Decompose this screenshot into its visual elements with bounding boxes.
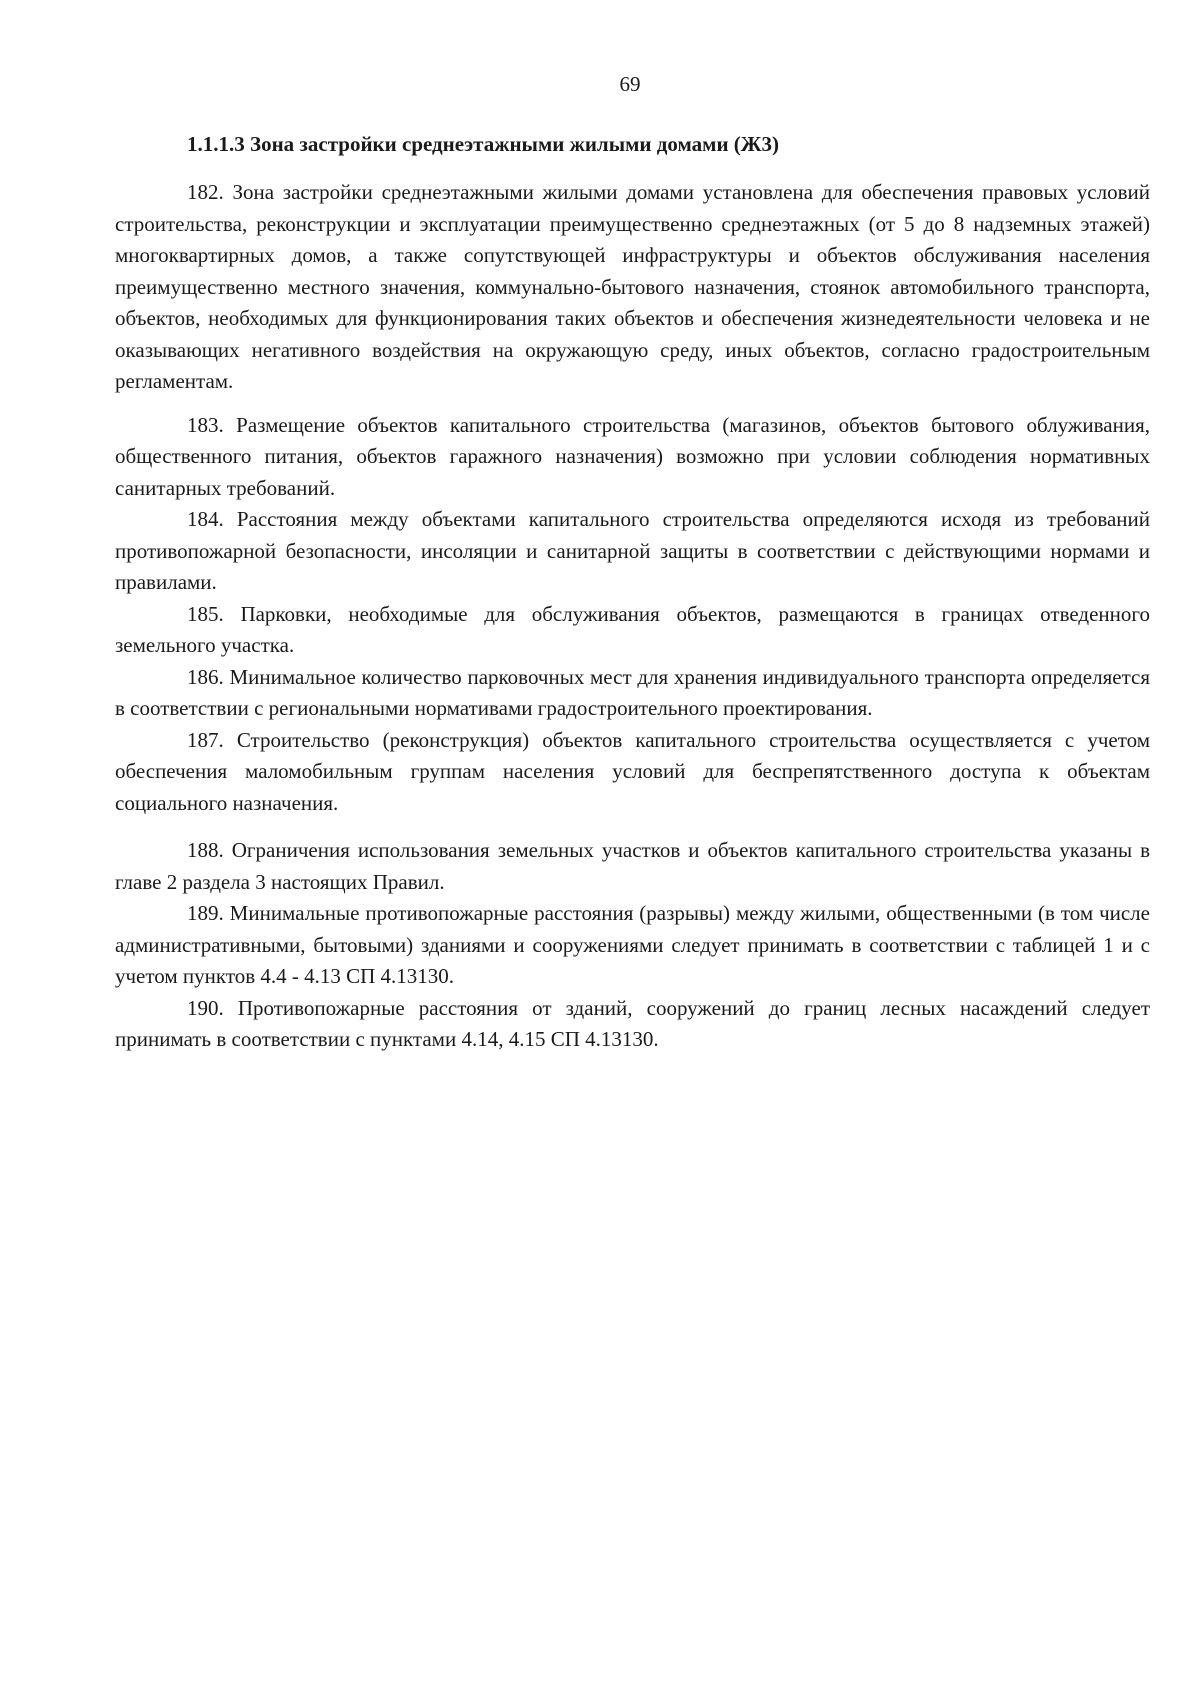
- paragraph-187: 187. Строительство (реконструкция) объектов капитального строительства осуществляется с учетом обеспечения маломобильным группам населения условий для беспрепятственного доступа к объектам социального назначения.: [115, 727, 1150, 815]
- paragraph-188: 188. Ограничения использования земельных участков и объектов капитального строительства указаны в главе 2 раздела 3 настоящих Правил.: [115, 838, 1150, 894]
- paragraph-189: 189. Минимальные противопожарные расстояния (разрывы) между жилыми, общественными (в том числе административными, бытовыми) зданиями и сооружениями следует принимать в соответствии с таблицей 1 и с учетом пунктов 4.4 - 4.13 СП 4.13130.: [115, 901, 1150, 988]
- document-body: [115, 128, 1150, 1056]
- paragraph-182: 182. Зона застройки среднеэтажными жилыми домами установлена для обеспечения правовых условий строительства, реконструкции и эксплуатации преимущественно среднеэтажных (от 5 до 8 надземных этажей) многоквартирных домов, а также сопутствующей инфраструктуры и объектов обслуживания населения преимущественно местного значения, коммунально-бытового назначения, стоянок автомобильного транспорта, объектов, необходимых для функционирования таких объектов и обеспечения жизнедеятельности человека и не оказывающих негативного воздействия на окружающую среду, иных объектов, согласно градостроительным регламентам.: [115, 180, 1150, 393]
- section-title: 1.1.1.3 Зона застройки среднеэтажными жилыми домами (Ж3): [187, 132, 780, 156]
- page-number: 69: [619, 72, 641, 96]
- paragraph-185: 185. Парковки, необходимые для обслуживания объектов, размещаются в границах отведенного земельного участка.: [115, 601, 1150, 657]
- paragraph-184: 184. Расстояния между объектами капитального строительства определяются исходя из требований противопожарной безопасности, инсоляции и санитарной защиты в соответствии с действующими нормами и правилами.: [115, 507, 1150, 594]
- paragraph-186: 186. Минимальное количество парковочных мест для хранения индивидуального транспорта определяется в соответствии с региональными нормативами градостроительного проектирования.: [115, 664, 1150, 720]
- paragraph-190: 190. Противопожарные расстояния от зданий, сооружений до границ лесных насаждений следует принимать в соответствии с пунктами 4.14, 4.15 СП 4.13130.: [115, 995, 1150, 1051]
- paragraph-183: 183. Размещение объектов капитального строительства (магазинов, объектов бытового облуживания, общественного питания, объектов гаражного назначения) возможно при условии соблюдения нормативных санитарных требований.: [115, 412, 1150, 500]
